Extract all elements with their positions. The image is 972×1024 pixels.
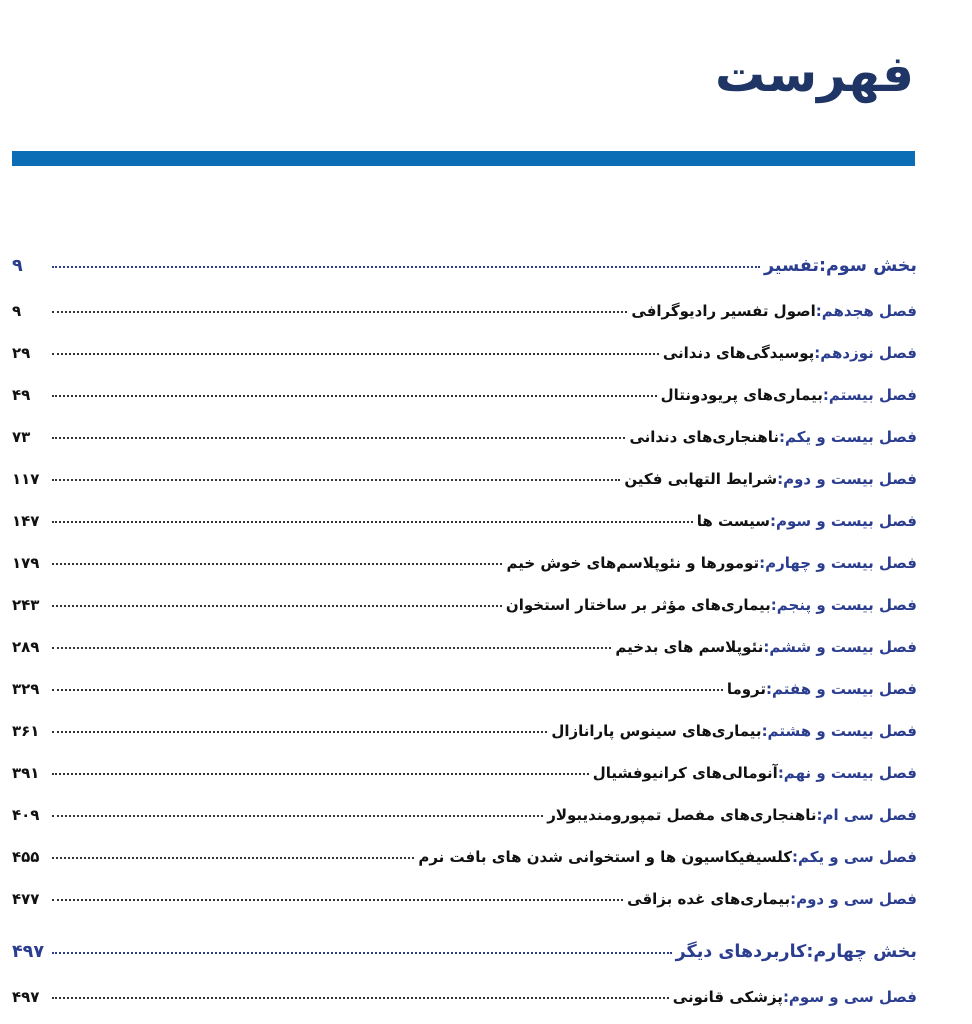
dot-leader bbox=[52, 857, 414, 859]
toc-chapter-31[interactable] bbox=[12, 841, 917, 883]
chapter-title: بیماری‌های سینوس پارانازال bbox=[551, 722, 762, 740]
dot-leader bbox=[52, 563, 502, 565]
dot-leader bbox=[52, 311, 627, 313]
section-title: کاربردهای دیگر bbox=[675, 942, 807, 962]
toc-section-part4[interactable] bbox=[12, 935, 917, 981]
page-number: ۹ bbox=[12, 256, 23, 276]
chapter-label: فصل بیست و دوم: bbox=[777, 470, 917, 488]
page-number: ۴۹ bbox=[12, 386, 31, 404]
chapter-title: تروما bbox=[726, 680, 767, 698]
section-label: بخش چهارم: bbox=[806, 942, 917, 962]
title-underline-bar bbox=[12, 151, 915, 166]
page-number: ۴۷۷ bbox=[12, 890, 40, 908]
chapter-label: فصل سی ام: bbox=[816, 806, 917, 824]
toc-chapter-24[interactable] bbox=[12, 547, 917, 589]
chapter-title: پوسیدگی‌های دندانی bbox=[662, 344, 815, 362]
toc-chapter-25[interactable] bbox=[12, 589, 917, 631]
page-number: ۴۰۹ bbox=[12, 806, 40, 824]
toc-section-part3[interactable] bbox=[12, 249, 917, 295]
section-title: تفسیر bbox=[763, 256, 819, 276]
page-number: ۲۸۹ bbox=[12, 638, 40, 656]
chapter-label: فصل نوزدهم: bbox=[814, 344, 917, 362]
chapter-label: فصل بیست و سوم: bbox=[769, 512, 917, 530]
page-number: ۱۷۹ bbox=[12, 554, 40, 572]
chapter-title: کلسیفیکاسیون ها و استخوانی شدن های بافت نرم bbox=[418, 848, 792, 866]
chapter-label: فصل سی و دوم: bbox=[790, 890, 917, 908]
dot-leader bbox=[52, 266, 760, 268]
toc-chapter-33[interactable] bbox=[12, 981, 917, 1023]
dot-leader bbox=[52, 353, 659, 355]
section-label: بخش سوم: bbox=[818, 256, 917, 276]
page-number: ۳۲۹ bbox=[12, 680, 40, 698]
chapter-title: بیماری‌های مؤثر بر ساختار استخوان bbox=[505, 596, 771, 614]
chapter-label: فصل هجدهم: bbox=[815, 302, 917, 320]
dot-leader bbox=[52, 731, 547, 733]
page-number: ۴۹۷ bbox=[12, 988, 40, 1006]
chapter-title: بیماری‌های پریودونتال bbox=[660, 386, 823, 404]
page-number: ۹ bbox=[12, 302, 22, 320]
page-number: ۴۹۷ bbox=[12, 942, 45, 962]
page-number: ۷۳ bbox=[12, 428, 31, 446]
toc-chapter-30[interactable] bbox=[12, 799, 917, 841]
dot-leader bbox=[52, 605, 502, 607]
chapter-title: سیست ها bbox=[696, 512, 770, 530]
chapter-title: بیماری‌های غده بزاقی bbox=[627, 890, 791, 908]
chapter-title: آنومالی‌های کرانیوفشیال bbox=[592, 764, 778, 782]
table-of-contents bbox=[12, 249, 917, 1023]
dot-leader bbox=[52, 815, 543, 817]
dot-leader bbox=[52, 479, 620, 481]
page-title: فهرست bbox=[715, 45, 914, 103]
chapter-label: فصل سی و سوم: bbox=[782, 988, 917, 1006]
chapter-label: فصل بیست و هفتم: bbox=[766, 680, 917, 698]
dot-leader bbox=[52, 997, 669, 999]
chapter-title: ناهنجاری‌های دندانی bbox=[629, 428, 779, 446]
chapter-title: پزشکی قانونی bbox=[672, 988, 783, 1006]
page-number: ۳۶۱ bbox=[12, 722, 40, 740]
toc-chapter-22[interactable] bbox=[12, 463, 917, 505]
dot-leader bbox=[52, 689, 723, 691]
chapter-label: فصل بیست و یکم: bbox=[779, 428, 917, 446]
toc-chapter-23[interactable] bbox=[12, 505, 917, 547]
page-number: ۱۱۷ bbox=[12, 470, 40, 488]
dot-leader bbox=[52, 952, 672, 954]
toc-chapter-18[interactable] bbox=[12, 295, 917, 337]
toc-chapter-19[interactable] bbox=[12, 337, 917, 379]
page-number: ۲۴۳ bbox=[12, 596, 40, 614]
toc-chapter-29[interactable] bbox=[12, 757, 917, 799]
page-number: ۲۹ bbox=[12, 344, 31, 362]
toc-chapter-27[interactable] bbox=[12, 673, 917, 715]
chapter-title: اصول تفسیر رادیوگرافی bbox=[631, 302, 816, 320]
dot-leader bbox=[52, 437, 625, 439]
toc-chapter-26[interactable] bbox=[12, 631, 917, 673]
dot-leader bbox=[52, 521, 693, 523]
toc-chapter-21[interactable] bbox=[12, 421, 917, 463]
chapter-label: فصل بیست و نهم: bbox=[777, 764, 917, 782]
chapter-label: فصل بیست و هشتم: bbox=[761, 722, 917, 740]
chapter-label: فصل بیست و پنجم: bbox=[770, 596, 917, 614]
page-number: ۴۵۵ bbox=[12, 848, 40, 866]
dot-leader bbox=[52, 647, 611, 649]
chapter-label: فصل بیست و چهارم: bbox=[759, 554, 917, 572]
dot-leader bbox=[52, 899, 623, 901]
page-number: ۱۴۷ bbox=[12, 512, 40, 530]
dot-leader bbox=[52, 773, 589, 775]
chapter-label: فصل بیستم: bbox=[822, 386, 917, 404]
toc-chapter-20[interactable] bbox=[12, 379, 917, 421]
chapter-title: نئوپلاسم های بدخیم bbox=[615, 638, 764, 656]
chapter-title: شرایط التهابی فکین bbox=[624, 470, 778, 488]
chapter-label: فصل بیست و ششم: bbox=[763, 638, 917, 656]
dot-leader bbox=[52, 395, 657, 397]
toc-chapter-32[interactable] bbox=[12, 883, 917, 925]
toc-chapter-28[interactable] bbox=[12, 715, 917, 757]
chapter-title: تومورها و نئوپلاسم‌های خوش خیم bbox=[506, 554, 760, 572]
chapter-title: ناهنجاری‌های مفصل تمپورومندیبولار bbox=[547, 806, 817, 824]
chapter-label: فصل سی و یکم: bbox=[791, 848, 917, 866]
page-number: ۳۹۱ bbox=[12, 764, 40, 782]
